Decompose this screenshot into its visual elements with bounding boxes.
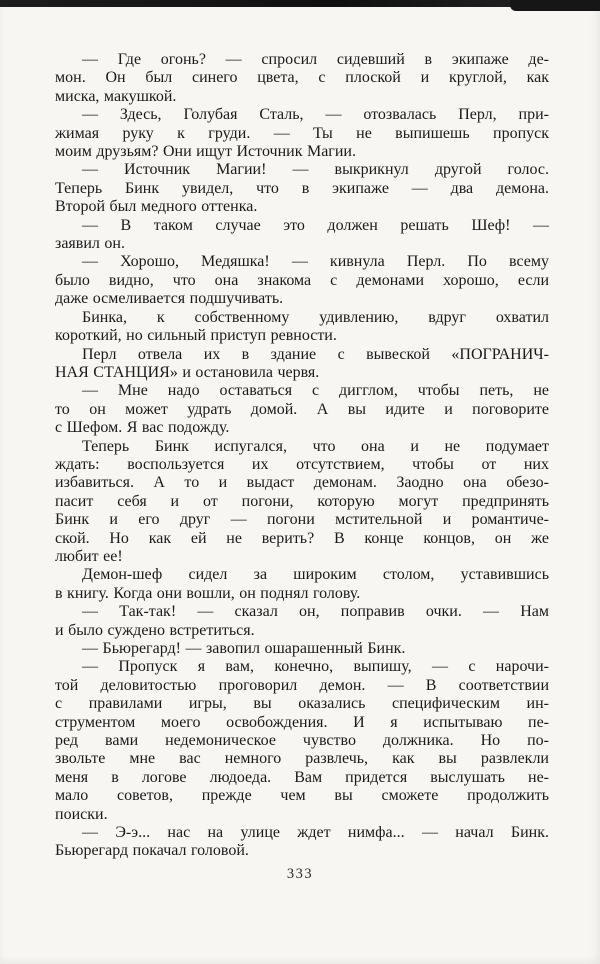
text-line: — В таком случае это должен решать Шеф! — (82, 216, 549, 234)
text-line: избавиться. А то и выдаст демонам. Заодно она обезо- (55, 474, 549, 492)
text-line: заявил он. (55, 235, 125, 253)
text-line: — Где огонь? — спросил сидевший в экипаже де- (82, 51, 549, 68)
paragraph (55, 309, 549, 346)
text-line: — Пропуск я вам, конечно, выпишу, — с нарочи- (82, 658, 549, 676)
text-line: — Мне надо оставаться с дигглом, чтобы петь, не (82, 382, 549, 400)
paragraph (55, 217, 549, 254)
paragraph (55, 161, 549, 216)
paragraph (55, 438, 549, 567)
text-line: мон. Он был синего цвета, с плоской и круглой, как (55, 69, 549, 87)
text-line: той деловитостью проговорил демон. — В соответствии (55, 676, 549, 694)
text-line: с правилами игры, вы оказались специфическим ин- (55, 695, 549, 713)
text-line: струментом моего освобождения. И я испытываю пе- (55, 713, 549, 731)
paragraph (55, 824, 549, 861)
paragraph (55, 603, 549, 640)
paragraph (55, 658, 549, 824)
paragraph (55, 640, 549, 658)
text-line: ждать: воспользуется их отсутствием, чтобы от них (55, 455, 549, 473)
text-line: Перл отвела их в здание с вывеской «ПОГРАНИЧ- (82, 345, 549, 363)
text-line: поиски. (55, 805, 108, 823)
text-line: миска, макушкой. (55, 87, 177, 105)
text-line: Бинк и его друг — погони мстительной и романтиче- (55, 511, 549, 529)
text-line: любит ее! (55, 547, 123, 565)
text-line: ской. Но как ей не верить? В конце концов, он же (55, 529, 549, 547)
text-line: пасит себя и от погони, которую могут предпринять (55, 492, 549, 510)
text-line: ред вами недемоническое чувство должника. Но по- (55, 732, 549, 750)
paragraph (55, 106, 549, 161)
text-line: — Э-э... нас на улице ждет нимфа... — начал Бинк. (82, 824, 549, 842)
text-line: Теперь Бинк испугался, что она и не подумает (82, 437, 549, 455)
text-line: НАЯ СТАНЦИЯ» и остановила червя. (55, 363, 320, 381)
text-line: даже осмеливается подшучивать. (55, 290, 284, 308)
text-line: мало советов, прежде чем вы сможете продолжить (55, 787, 549, 805)
text-line: Второй был медного оттенка. (55, 198, 258, 216)
paragraph (55, 566, 549, 603)
text-line: в книгу. Когда они вошли, он поднял голову. (55, 584, 361, 602)
text-line: жимая руку к груди. — Ты не выпишешь пропуск (55, 124, 549, 142)
text-line: Бьюрегард покачал головой. (55, 842, 249, 860)
text-line: Теперь Бинк увидел, что в экипаже — два демона. (55, 179, 549, 197)
text-line: и было суждено встретиться. (55, 621, 255, 639)
text-line: — Хорошо, Медяшка! — кивнула Перл. По всему (82, 253, 549, 271)
text-line: звольте мне вас немного развлечь, как вы развлекли (55, 750, 549, 768)
text-line: с Шефом. Я вас подожду. (55, 419, 230, 437)
paragraph (55, 253, 549, 308)
text-line: Бинка, к собственному удивлению, вдруг охватил (82, 308, 549, 326)
text-line: — Бьюрегард! — завопил ошарашенный Бинк. (82, 640, 406, 657)
text-line: — Источник Магии! — выкрикнул другой голос. (82, 161, 549, 179)
text-line: — Так-так! — сказал он, поправив очки. — Нам (82, 603, 549, 621)
text-line: короткий, но сильный приступ ревности. (55, 327, 337, 345)
text-line: Демон-шеф сидел за широким столом, уставившись (82, 566, 549, 584)
text-line: было видно, что она знакома с демонами хорошо, если (55, 271, 549, 289)
paragraph (55, 382, 549, 437)
scan-edge-corner (510, 0, 600, 11)
text-line: меня в логове людоеда. Вам придется выслушать не- (55, 768, 549, 786)
page-number: 333 (286, 866, 314, 882)
text-line: моим друзьям? Они ищут Источник Магии. (55, 143, 356, 161)
text-line: то он может удрать домой. А вы идите и поговорите (55, 400, 549, 418)
paragraph (55, 346, 549, 383)
text-line: — Здесь, Голубая Сталь, — отозвалась Перл, при- (82, 106, 549, 124)
paragraph (55, 51, 549, 106)
page-text (55, 51, 549, 861)
